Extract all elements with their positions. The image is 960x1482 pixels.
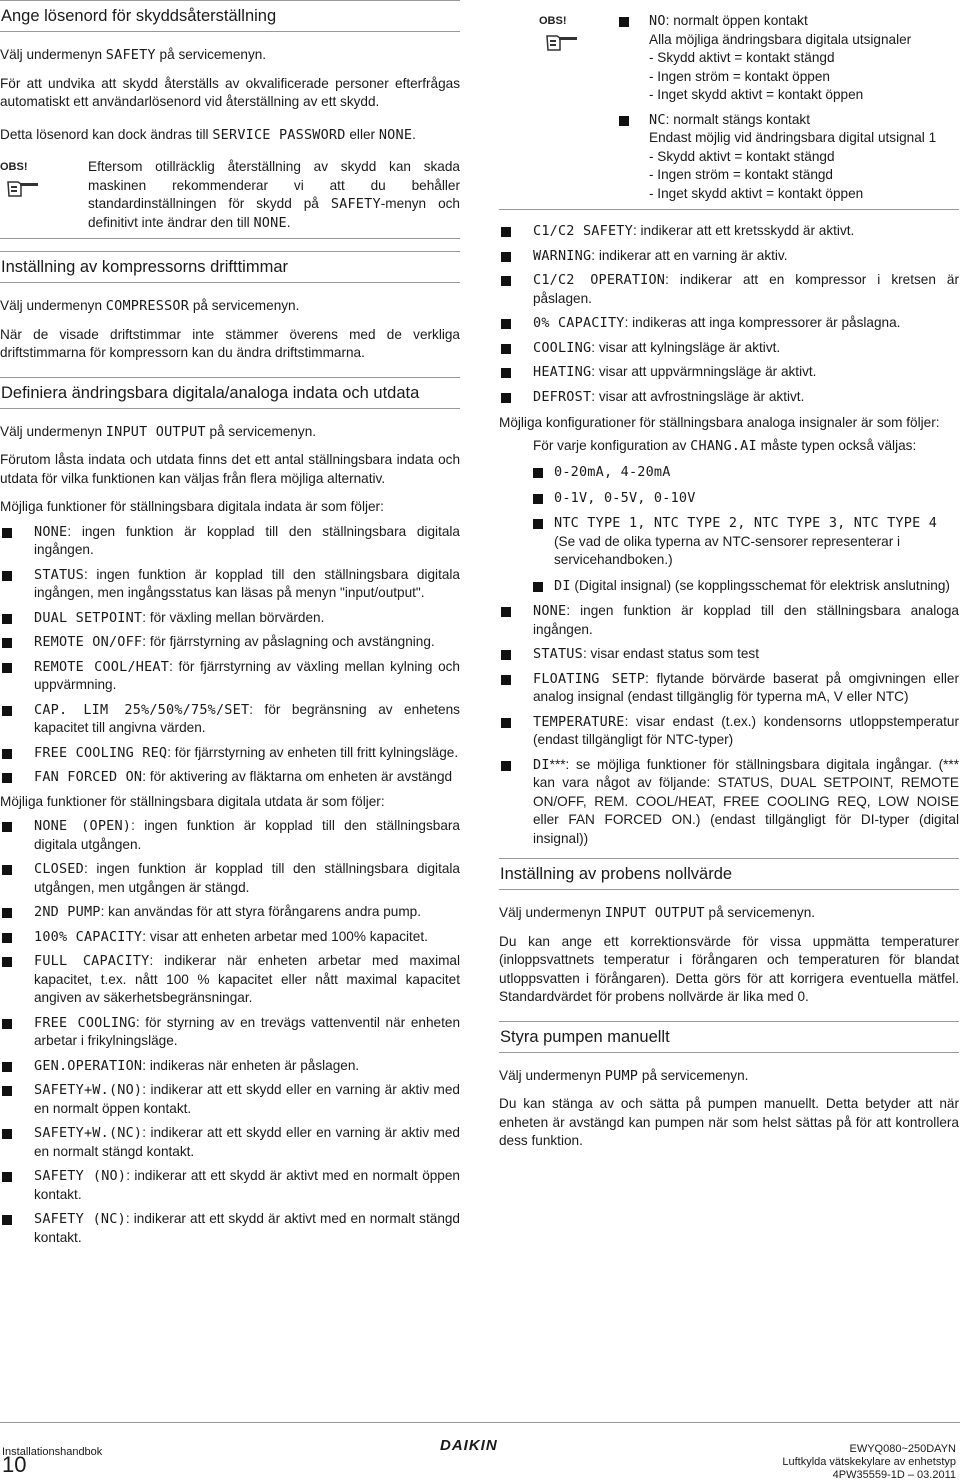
setting-keyword: DEFROST: [533, 388, 592, 405]
section-title-probe-zero: Inställning av probens nollvärde: [499, 858, 959, 890]
bullet: [2, 865, 12, 875]
contact-no: NO: normalt öppen kontakt Alla möjliga ändringsbara digitala utsignaler - Skydd aktivt = kontakt stängd - Ingen ström = kontakt öppen - Inget skydd aktivt = kontakt öppen: [649, 13, 912, 102]
paragraph: Du kan ange ett korrektionsvärde för vissa uppmätta temperaturer (inloppsvattnets temperatur i förångaren och temperaturen för blandat utloppsvatten i förångaren). Detta görs för att korrigera eventuella mätfel. Standardvärdet för probens nollvärde är lika med 0.: [499, 933, 959, 1004]
digital-output-item: [0, 1167, 460, 1204]
setting-description: : för fjärrstyrning av påslagning och avstängning.: [142, 634, 435, 649]
setting-description: : ingen funktion är kopplad till den ställningsbara digitala ingången, men ingångsstatus kan läsas på menyn "input/output".: [34, 566, 460, 600]
setting-keyword: SAFETY (NO): [34, 1168, 127, 1184]
bullet: [619, 116, 629, 126]
analog-function-item: [499, 602, 959, 639]
setting-description: : för aktivering av fläktarna om enheten är avstängd: [142, 769, 453, 784]
setting-keyword: REMOTE ON/OFF: [34, 634, 143, 650]
analog-type-item: [533, 514, 959, 570]
bullet: [2, 638, 12, 648]
bullet: [2, 1086, 12, 1096]
bullet: [619, 17, 629, 27]
note-box: [0, 158, 460, 239]
setting-keyword: DI: [533, 756, 550, 773]
bullet: [501, 227, 511, 237]
setting-keyword: FAN FORCED ON: [34, 769, 143, 785]
setting-keyword: FREE COOLING REQ: [34, 744, 168, 761]
bullet: [501, 344, 511, 354]
setting-description: : visar endast (t.ex.) kondensorns utloppstemperatur (endast tillgängligt för NTC-typer): [533, 713, 959, 747]
setting-keyword: CAP. LIM 25%/50%/75%/SET: [34, 701, 250, 718]
paragraph: För att undvika att skydd återställs av okvalificerade personer efterfrågas automatiskt ett användarlösenord vid återställning av ett skydd.: [0, 75, 460, 109]
analog-function-item: [499, 645, 959, 664]
setting-description: : visar att uppvärmningsläge är aktivt.: [591, 364, 817, 379]
setting-description: : indikerar att ett kretsskydd är aktivt.: [632, 223, 855, 238]
setting-keyword: 0-20mA, 4-20mA: [554, 464, 671, 480]
setting-description: : visar att kylningsläge är aktivt.: [591, 339, 781, 355]
note-box: [499, 0, 959, 210]
setting-description: : för fjärrstyrning av enheten till fritt kylningsläge.: [167, 744, 459, 760]
setting-keyword: NONE: [533, 603, 567, 619]
digital-input-item: [0, 633, 460, 652]
bullet: [501, 718, 511, 728]
setting-description: ***: se möjliga funktioner för ställningsbara digitala ingångar. (*** kan vara något av följande: STATUS, DUAL SETPOINT, REMOTE ON/OFF, REM. COOL/HEAT, FREE COOLING REQ, LOW NOISE eller FAN FORCED ON.) (endast tillgängligt för DI-typer (digital insignal)): [533, 756, 959, 846]
setting-keyword: FLOATING SETP: [533, 670, 646, 687]
digital-input-item: [0, 768, 460, 787]
bullet: [501, 393, 511, 403]
digital-output-item: [0, 1081, 460, 1118]
bullet: [2, 1062, 12, 1072]
setting-description: (Se vad de olika typerna av NTC-sensorer representerar i servicehandboken.): [554, 533, 901, 567]
page-footer: [0, 1422, 960, 1482]
analog-type-item: [533, 463, 959, 482]
bullet: [2, 614, 12, 624]
section-title-compressor-hours: Inställning av kompressorns drifttimmar: [0, 251, 460, 283]
bullet: [533, 494, 543, 504]
digital-input-item: [0, 566, 460, 603]
paragraph: Välj undermenyn PUMP på servicemenyn.: [499, 1067, 749, 1084]
daikin-logo: DAIKIN: [440, 1437, 498, 1454]
page-number: 10: [2, 1452, 27, 1477]
setting-description: : flytande börvärde baserat på omgivningen eller analog insignal (endast tillgänglig för typerna mA, V eller NTC): [533, 670, 959, 704]
setting-keyword: NONE: [34, 523, 68, 540]
paragraph: Möjliga funktioner för ställningsbara digitala indata är som följer:: [0, 499, 384, 514]
setting-description: : för styrning av en trevägs vattenventil när enheten arbetar i frikylningsläge.: [34, 1014, 460, 1048]
bullet: [501, 607, 511, 617]
setting-keyword: DI: [554, 577, 571, 594]
note-text: Eftersom otillräcklig återställning av skydd kan skada maskinen rekommenderar vi att du behåller standardinställningen för skydd på SAFETY-menyn och definitivt inte ändrar den till NONE.: [88, 159, 460, 231]
paragraph: När de visade driftstimmar inte stämmer överens med de verkliga driftstimmarna för kompressorn kan du ändra driftstimmarna.: [0, 326, 460, 360]
output-status-item: [499, 271, 959, 308]
bullet: [501, 650, 511, 660]
setting-keyword: COOLING: [533, 339, 592, 356]
analog-type-item: [533, 489, 959, 508]
bullet: [2, 1019, 12, 1029]
setting-description: : ingen funktion är kopplad till den ställningsbara analoga ingången.: [533, 603, 959, 637]
digital-input-item: [0, 609, 460, 628]
footer-doc-info: EWYQ080~250DAYN Luftkylda vätskekylare av enhetstyp 4PW35559-1D – 03.2011: [782, 1443, 956, 1481]
note-tag: OBS!: [539, 15, 567, 27]
setting-keyword: NTC TYPE 1, NTC TYPE 2, NTC TYPE 3, NTC TYPE 4: [554, 515, 938, 531]
setting-description: : indikerar att en kompressor i kretsen är påslagen.: [533, 272, 959, 306]
bullet: [2, 822, 12, 832]
digital-output-item: [0, 1057, 460, 1076]
note-tag: OBS!: [0, 161, 28, 173]
bullet: [2, 749, 12, 759]
setting-keyword: 2ND PUMP: [34, 904, 101, 920]
output-status-item: [499, 388, 959, 407]
bullet: [2, 528, 12, 538]
digital-input-list: [0, 523, 460, 787]
analog-type-item: [533, 577, 959, 596]
output-status-list: [499, 222, 959, 406]
paragraph: Möjliga funktioner för ställningsbara digitala utdata är som följer:: [0, 793, 385, 809]
digital-output-item: [0, 1210, 460, 1247]
setting-keyword: GEN.OPERATION: [34, 1057, 143, 1074]
setting-keyword: NONE (OPEN): [34, 818, 132, 834]
bullet: [2, 663, 12, 673]
setting-keyword: HEATING: [533, 364, 592, 380]
bullet: [533, 468, 543, 478]
setting-description: (Digital insignal) (se kopplingsschemat för elektrisk anslutning): [570, 577, 950, 593]
setting-description: : indikerar att ett skydd eller en varning är aktiv med en normalt stängd kontakt.: [34, 1125, 460, 1159]
right-column: [499, 0, 959, 1161]
digital-input-item: [0, 523, 460, 560]
footer-doc-type: Installationshandbok: [2, 1446, 103, 1458]
contact-nc: NC: normalt stängs kontakt Endast möjlig vid ändringsbara digital utsignal 1 - Skydd aktivt = kontakt stängd - Ingen ström = kontakt stängd - Inget skydd aktivt = kontakt öppen: [617, 111, 959, 204]
pointing-hand-icon: [6, 176, 40, 198]
setting-keyword: 100% CAPACITY: [34, 928, 143, 945]
paragraph: Välj undermenyn SAFETY på servicemenyn.: [0, 47, 267, 63]
digital-output-item: [0, 903, 460, 922]
output-status-item: [499, 363, 959, 382]
setting-keyword: FREE COOLING: [34, 1014, 136, 1031]
setting-keyword: SAFETY+W.(NO): [34, 1082, 143, 1098]
output-status-item: [499, 222, 959, 241]
bullet: [2, 1129, 12, 1139]
digital-output-item: [0, 860, 460, 897]
bullet: [2, 933, 12, 943]
setting-description: : indikerar att ett skydd eller en varning är aktiv med en normalt öppen kontakt.: [34, 1082, 460, 1116]
setting-keyword: C1/C2 SAFETY: [533, 223, 633, 239]
analog-type-list: [499, 463, 959, 595]
paragraph: Detta lösenord kan dock ändras till SERVICE PASSWORD eller NONE.: [0, 126, 416, 143]
setting-keyword: 0-1V, 0-5V, 0-10V: [554, 489, 696, 506]
bullet: [2, 908, 12, 918]
digital-output-item: [0, 928, 460, 947]
setting-keyword: C1/C2 OPERATION: [533, 272, 666, 288]
setting-description: : visar att avfrostningsläge är aktivt.: [591, 388, 805, 404]
bullet: [501, 319, 511, 329]
setting-description: : kan användas för att styra förångarens andra pump.: [100, 904, 422, 919]
paragraph: Möjliga konfigurationer för ställningsbara analoga insignaler är som följer:: [499, 415, 940, 430]
bullet: [533, 582, 543, 592]
output-status-item: [499, 247, 959, 266]
setting-description: : indikeras när enheten är påslagen.: [142, 1057, 360, 1073]
digital-input-item: [0, 658, 460, 695]
paragraph: För varje konfiguration av CHANG.AI måste typen också väljas:: [533, 437, 917, 454]
setting-keyword: REMOTE COOL/HEAT: [34, 658, 170, 675]
paragraph: Du kan stänga av och sätta på pumpen manuellt. Detta betyder att när enheten är avstängd kan pumpen när som helst sättas på för att kontrollera dess funktion.: [499, 1096, 959, 1148]
analog-function-item: [499, 756, 959, 849]
bullet: [2, 773, 12, 783]
setting-description: : indikerar att ett skydd är aktivt med en normalt öppen kontakt.: [34, 1168, 460, 1202]
setting-description: : indikerar när enheten arbetar med maximal kapacitet, t.ex. nått 100 % kapacitet eller nått maximal kapacitet angiven av säkerhetsbegränsningar.: [34, 953, 460, 1005]
bullet: [533, 519, 543, 529]
bullet: [2, 1172, 12, 1182]
setting-keyword: TEMPERATURE: [533, 713, 625, 730]
bullet: [501, 276, 511, 286]
setting-keyword: STATUS: [34, 566, 84, 583]
section-title-io: Definiera ändringsbara digitala/analoga indata och utdata: [0, 377, 460, 409]
left-column: [0, 0, 460, 1253]
bullet: [2, 957, 12, 967]
analog-function-item: [499, 713, 959, 750]
pointing-hand-icon: [545, 30, 579, 52]
setting-keyword: FULL CAPACITY: [34, 953, 150, 969]
paragraph: Välj undermenyn INPUT OUTPUT på servicemenyn.: [0, 423, 317, 440]
digital-output-item: [0, 817, 460, 854]
bullet: [501, 368, 511, 378]
analog-function-list: [499, 602, 959, 848]
bullet: [501, 252, 511, 262]
setting-description: : visar att enheten arbetar med 100% kapacitet.: [142, 928, 428, 944]
setting-description: : ingen funktion är kopplad till den ställningsbara digitala ingången.: [34, 523, 460, 557]
setting-keyword: SAFETY+W.(NC): [34, 1125, 143, 1141]
output-status-item: [499, 314, 959, 333]
setting-description: : ingen funktion är kopplad till den ställningsbara digitala utgången, men utgången är stängd.: [34, 861, 460, 895]
setting-description: : för växling mellan börvärden.: [142, 609, 325, 625]
setting-description: : indikeras att inga kompressorer är påslagna.: [624, 315, 901, 330]
bullet: [2, 571, 12, 581]
section-title-password: Ange lösenord för skyddsåterställning: [0, 0, 460, 32]
digital-output-item: [0, 1124, 460, 1161]
setting-keyword: STATUS: [533, 646, 583, 662]
paragraph: Välj undermenyn INPUT OUTPUT på servicemenyn.: [499, 905, 816, 921]
setting-description: : visar endast status som test: [582, 646, 760, 661]
output-status-item: [499, 339, 959, 358]
digital-input-item: [0, 701, 460, 738]
paragraph: Förutom låsta indata och utdata finns det ett antal ställningsbara indata och utdata för vilka funktionen kan väljas från flera möjliga alternativ.: [0, 452, 460, 486]
setting-keyword: DUAL SETPOINT: [34, 609, 143, 626]
paragraph: Välj undermenyn COMPRESSOR på servicemenyn.: [0, 298, 300, 314]
setting-keyword: 0% CAPACITY: [533, 315, 625, 331]
setting-description: : indikerar att en varning är aktiv.: [591, 247, 788, 263]
digital-output-list: [0, 817, 460, 1247]
digital-input-item: [0, 744, 460, 763]
section-title-pump: Styra pumpen manuellt: [499, 1021, 959, 1053]
setting-description: : för fjärrstyrning av växling mellan kylning och uppvärmning.: [34, 658, 460, 692]
bullet: [2, 1215, 12, 1225]
bullet: [501, 675, 511, 685]
digital-output-item: [0, 1014, 460, 1051]
setting-description: : indikerar att ett skydd är aktivt med en normalt stängd kontakt.: [34, 1211, 460, 1245]
setting-keyword: WARNING: [533, 247, 592, 264]
digital-output-item: [0, 952, 460, 1008]
setting-description: : ingen funktion är kopplad till den ställningsbara digitala utgången.: [34, 818, 460, 852]
setting-description: : för begränsning av enhetens kapacitet till angivna värden.: [34, 701, 460, 735]
analog-function-item: [499, 670, 959, 707]
bullet: [2, 706, 12, 716]
setting-keyword: SAFETY (NC): [34, 1211, 126, 1227]
bullet: [501, 761, 511, 771]
setting-keyword: CLOSED: [34, 861, 84, 877]
